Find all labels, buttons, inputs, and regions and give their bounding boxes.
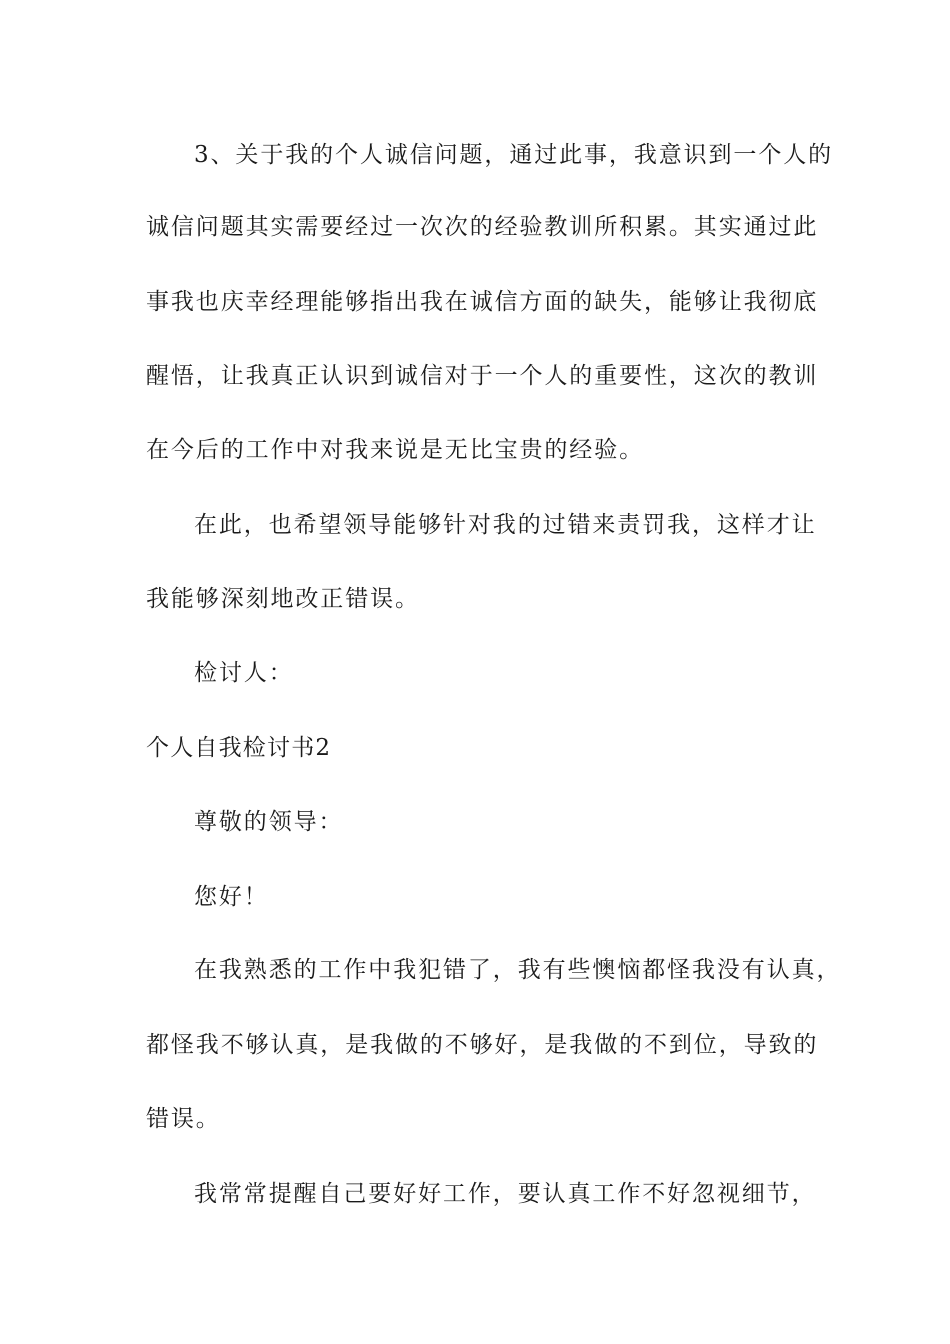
salutation: 尊敬的领导：	[194, 809, 344, 835]
text-line: 在我熟悉的工作中我犯错了，我有些懊恼都怪我没有认真，	[194, 957, 842, 983]
text-line: 都怪我不够认真，是我做的不够好，是我做的不到位，导致的	[146, 1032, 819, 1058]
text-line: 诚信问题其实需要经过一次次的经验教训所积累。其实通过此	[146, 214, 819, 240]
text-line: 事我也庆幸经理能够指出我在诚信方面的缺失，能够让我彻底	[146, 289, 819, 315]
text-line: 在此，也希望领导能够针对我的过错来责罚我，这样才让	[194, 512, 817, 538]
text-line: 我能够深刻地改正错误。	[146, 586, 420, 612]
text-line: 我常常提醒自己要好好工作，要认真工作不好忽视细节，	[194, 1181, 817, 1207]
greeting: 您好！	[194, 884, 269, 910]
signature-label: 检讨人：	[194, 660, 294, 686]
text-line: 在今后的工作中对我来说是无比宝贵的经验。	[146, 437, 644, 463]
text-line: 3、关于我的个人诚信问题，通过此事，我意识到一个人的	[194, 142, 834, 168]
text-line: 错误。	[146, 1106, 221, 1132]
section-title: 个人自我检讨书2	[146, 735, 332, 761]
text-line: 醒悟，让我真正认识到诚信对于一个人的重要性，这次的教训	[146, 363, 819, 389]
